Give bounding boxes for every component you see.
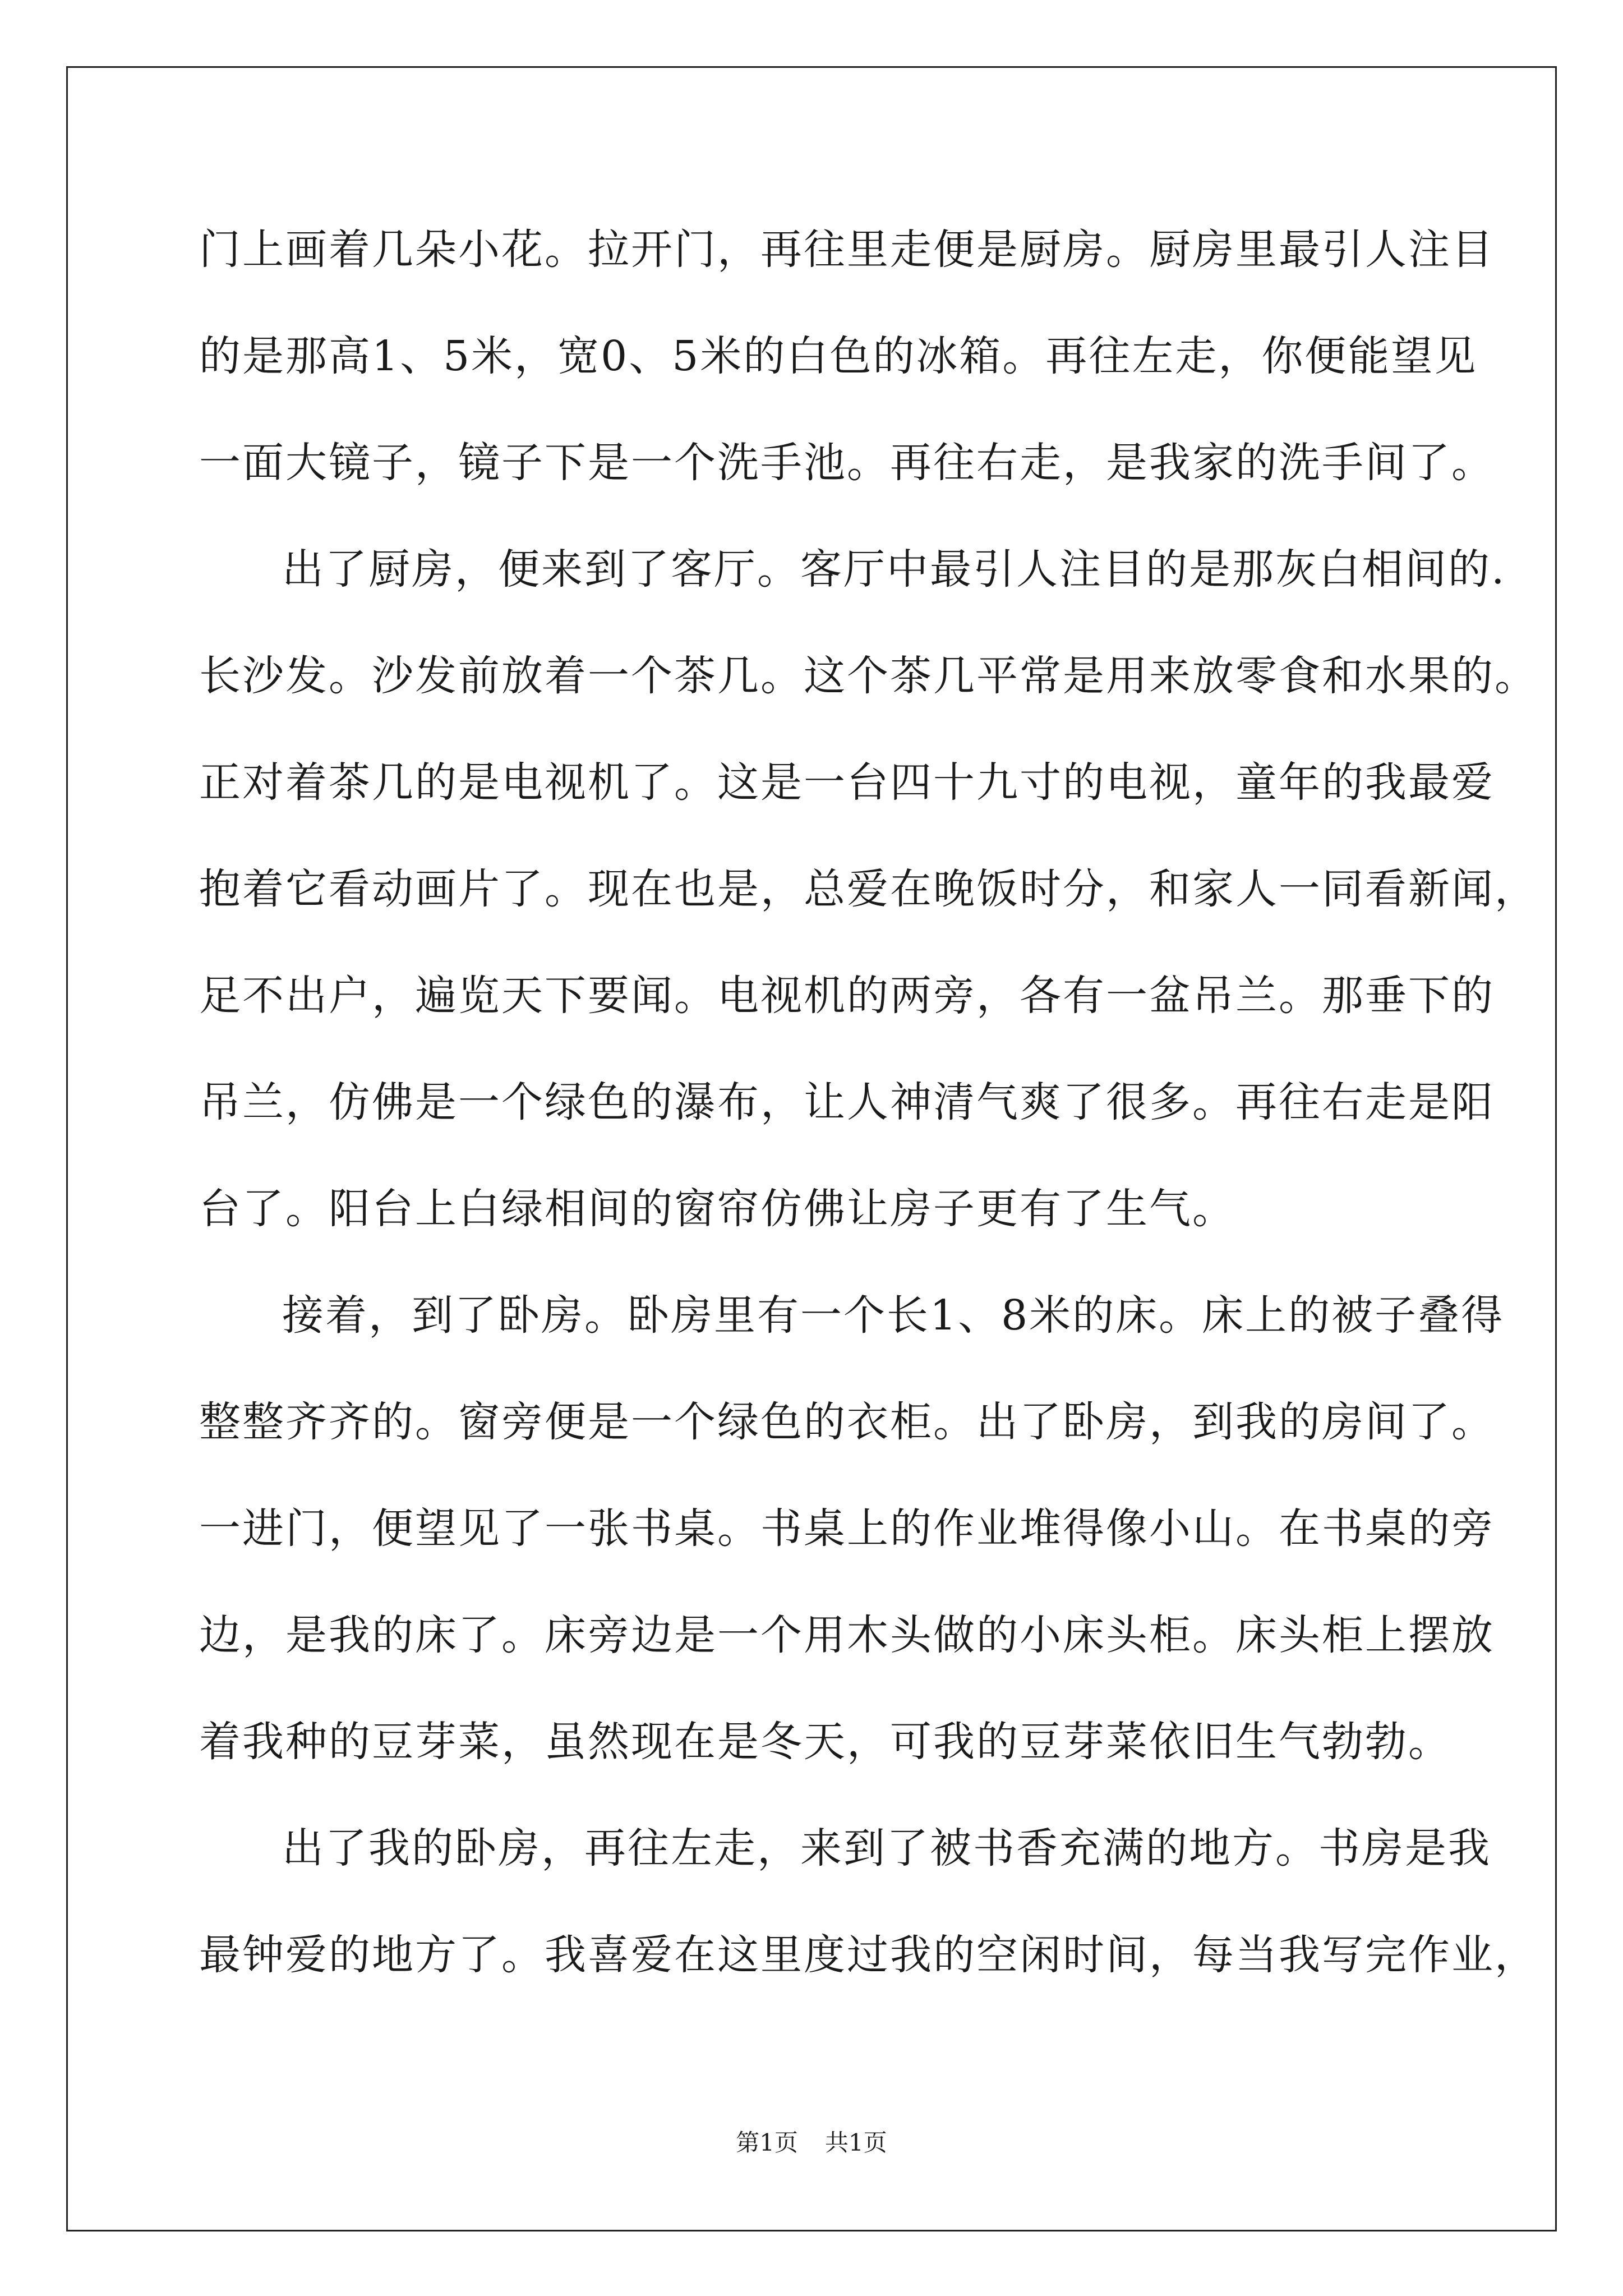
text-line: 吊兰，仿佛是一个绿色的瀑布，让人神清气爽了很多。再往右走是阳	[199, 1078, 1495, 1126]
text-line: 最钟爱的地方了。我喜爱在这里度过我的空闲时间，每当我写完作业，	[199, 1931, 1538, 1979]
text-line: 出了厨房，便来到了客厅。客厅中最引人注目的是那灰白相间的.	[282, 545, 1506, 593]
text-line: 出了我的卧房，再往左走，来到了被书香充满的地方。书房是我	[282, 1824, 1491, 1872]
text-line: 门上画着几朵小花。拉开门，再往里走便是厨房。厨房里最引人注目	[199, 226, 1495, 274]
text-line: 一面大镜子，镜子下是一个洗手池。再往右走，是我家的洗手间了。	[199, 439, 1495, 487]
page-footer	[0, 2126, 1623, 2160]
page-number-current: 第1页	[736, 2129, 798, 2156]
document-body	[199, 216, 1538, 2028]
text-line: 接着，到了卧房。卧房里有一个长1、8米的床。床上的被子叠得	[282, 1291, 1505, 1340]
text-line: 一进门，便望见了一张书桌。书桌上的作业堆得像小山。在书桌的旁	[199, 1504, 1495, 1553]
text-line: 足不出户，遍览天下要闻。电视机的两旁，各有一盆吊兰。那垂下的	[199, 972, 1495, 1020]
text-line: 长沙发。沙发前放着一个茶几。这个茶几平常是用来放零食和水果的。	[199, 652, 1538, 700]
text-line: 边，是我的床了。床旁边是一个用木头做的小床头柜。床头柜上摆放	[199, 1611, 1495, 1659]
text-line: 正对着茶几的是电视机了。这是一台四十九寸的电视，童年的我最爱	[199, 758, 1495, 807]
text-line: 整整齐齐的。窗旁便是一个绿色的衣柜。出了卧房，到我的房间了。	[199, 1398, 1495, 1446]
text-line: 的是那高1、5米，宽0、5米的白色的冰箱。再往左走，你便能望见	[199, 332, 1478, 380]
text-line: 着我种的豆芽菜，虽然现在是冬天，可我的豆芽菜依旧生气勃勃。	[199, 1718, 1451, 1766]
text-line: 台了。阳台上白绿相间的窗帘仿佛让房子更有了生气。	[199, 1185, 1235, 1233]
text-line: 抱着它看动画片了。现在也是，总爱在晚饭时分，和家人一同看新闻，	[199, 865, 1538, 913]
page-number-total: 共1页	[825, 2129, 887, 2156]
